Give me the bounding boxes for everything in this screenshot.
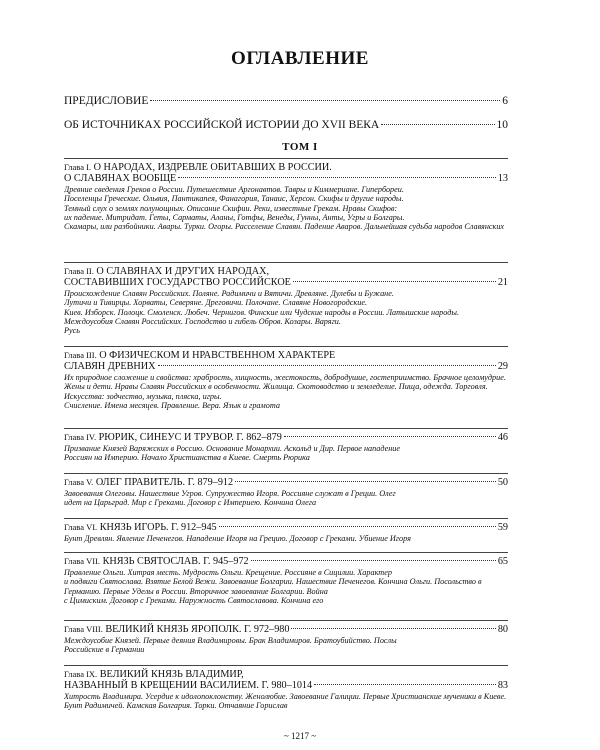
chapter-page: 13 [497,173,508,184]
chapter-title-line: СОСТАВИВШИХ ГОСУДАРСТВО РОССИЙСКОЕ [64,277,291,288]
chapter-label: Глава VI. [64,522,98,532]
leader-dots [381,124,494,125]
chapter-page: 21 [497,277,508,288]
chapter-label: Глава IV. [64,432,97,442]
summary-line: Хитрость Владимира. Усердие к идолопоклонству. Женолюбие. Завоевание Галиции. Первые Христианские мученики в Киеве. Бунт Радимичей. Камская Болгария. Торки. Отчаяние Горислав [64,692,507,711]
chapter-title-line: ВЕЛИКИЙ КНЯЗЬ ЯРОПОЛК. Г. 972–980 [105,624,290,635]
volume-heading: ТОМ I [282,141,318,153]
toc-front-sources [64,118,508,132]
summary-line: их падение. Митридат. Геты, Сарматы, Аланы, Готфы, Венеды, Гунны, Анты, Угры и Болгары. [64,212,405,222]
summary-line: Русь [64,326,80,336]
chapter-heading [64,162,508,184]
chapter-heading [64,624,508,635]
summary-line: Поселенцы Греческие. Ольвия, Пантикапея, Фанагория, Танаис, Херсон. Скифы и другие народы. [64,194,404,204]
leader-dots [251,560,496,561]
summary-line: Киев. Изборск. Полоцк. Смоленск. Любеч. Чернигов. Финские или Чудские народы в России. Латышские народы. Междоусобия Славян Российских. Господство и гибель Обров. Козары. Варяги. [64,307,459,326]
divider [64,346,508,347]
chapter-label: Глава V. [64,477,94,487]
summary-line: Происхождение Славян Российских. Поляне. Радимичи и Вятичи. Древляне. Дулебы и Бужане. [64,289,394,298]
summary-line: и подвиги Святослава. Взятие Белой Вежи. Завоевание Болгарии. Нашествие Печенегов. Кончина Ольги. Посольство в Германию. Первые Уделы в России. Вторичное завоевание Болгарии. Война [64,577,482,596]
chapter-title-line: ОЛЕГ ПРАВИТЕЛЬ. Г. 879–912 [95,477,234,488]
chapter-label: Глава IX. [64,669,98,679]
divider [64,473,508,474]
chapter-page: 83 [497,680,508,691]
chapter-page: 80 [497,624,508,635]
toc-front-preface [64,94,508,108]
chapter-page: 29 [497,361,508,372]
front-page: 6 [502,95,508,107]
chapter-title-line: ВЕЛИКИЙ КНЯЗЬ ВЛАДИМИР, [99,669,244,680]
summary-line: Российские в Германии [64,645,145,655]
divider [64,158,508,159]
leader-dots [219,526,496,527]
chapter-title-line: РЮРИК, СИНЕУС И ТРУВОР. Г. 862–879 [98,432,282,443]
summary-line: Завоевания Олеговы. Нашествие Угров. Супружество Игоря. Россияне служат в Греции. Олег [64,489,396,498]
leader-dots [291,628,495,629]
summary-line: Счисление. Имена месяцев. Правление. Вера. Язык и грамота [64,400,280,410]
leader-dots [158,365,496,366]
chapter-page: 46 [497,432,508,443]
summary-line: Правление Ольги. Хитрая месть. Мудрость Ольги. Крещение. Россияне в Сицилии. Характер [64,568,392,577]
page-number: ~ 1217 ~ [283,731,317,741]
summary-line: Древние сведения Греков о России. Путешествие Аргонавтов. Тавры и Киммериане. Гипербореи. [64,185,404,194]
chapter-heading [64,350,508,372]
divider [64,518,508,519]
chapter-title-line: О ФИЗИЧЕСКОМ И НРАВСТВЕННОМ ХАРАКТЕРЕ [99,350,336,361]
leader-dots [314,684,496,685]
chapter-label: Глава VII. [64,556,101,566]
chapter-heading [64,266,508,288]
divider [64,428,508,429]
toc-entry-chapter-5 [64,477,508,508]
chapter-summary [64,289,508,335]
chapter-label: Глава II. [64,266,94,276]
summary-line: Россиян на Империю. Начало Христианства в Киеве. Смерть Рюрика [64,453,310,463]
summary-line: с Цимиским. Договор с Греками. Наружность Святославова. Кончина его [64,595,324,605]
chapter-label: Глава I. [64,162,92,172]
toc-entry-chapter-7 [64,556,508,605]
leader-dots [235,481,496,482]
divider [64,262,508,263]
toc-entry-chapter-6 [64,522,508,543]
toc-entry-chapter-9 [64,669,508,711]
summary-line: Бунт Древлян. Явление Печенегов. Нападение Игоря на Грецию. Договор с Греками. Убиение Игоря [64,534,411,543]
summary-line: Их природное сложение и свойства: храбрость, хищность, жестокость, добродушие, гостеприимство. Брачное целомудрие. Жены и дети. Нравы Славян Российских в особенности. Жилища. Скотоводство и земледелие. Пища, одежда. Торговля. Искусства: зодчество, музыка, пляска, игры. [64,373,506,401]
chapter-title-line: О НАРОДАХ, ИЗДРЕВЛЕ ОБИТАВШИХ В РОССИИ. [93,162,332,173]
toc-title: ОГЛАВЛЕНИЕ [231,48,369,69]
toc-entry-chapter-8 [64,624,508,655]
summary-line: Скамары, или разбойники. Авары. Турки. Огоры. Расселение Славян. Падение Аваров. Дальнейшая судьба народов Славянских [64,222,505,232]
chapter-label: Глава III. [64,350,97,360]
toc-entry-chapter-2 [64,266,508,335]
divider [64,620,508,621]
chapter-page: 59 [497,522,508,533]
chapter-title-line: О СЛАВЯНАХ И ДРУГИХ НАРОДАХ, [96,266,270,277]
chapter-heading [64,556,508,567]
summary-line: идет на Царьград. Мир с Греками. Договор с Империею. Кончина Олега [64,498,317,508]
toc-entry-chapter-3 [64,350,508,410]
front-label: ПРЕДИСЛОВИЕ [64,95,149,107]
summary-line: Темный слух о землях полунощных. Описание Скифии. Реки, известные Грекам. Нравы Скифов: [64,203,398,213]
chapter-title-line: КНЯЗЬ ИГОРЬ. Г. 912–945 [99,522,217,533]
chapter-summary [64,568,508,605]
chapter-heading [64,669,508,691]
toc-entry-chapter-1 [64,162,508,231]
chapter-summary [64,373,508,410]
chapter-title-line: СЛАВЯН ДРЕВНИХ [64,361,156,372]
summary-line: Междоусобие Князей. Первые деяния Владимировы. Брак Владимиров. Братоубийство. Послы [64,636,397,645]
leader-dots [293,281,496,282]
chapter-heading [64,432,508,443]
divider [64,552,508,553]
toc-entry-chapter-4 [64,432,508,463]
front-label: ОБ ИСТОЧНИКАХ РОССИЙСКОЙ ИСТОРИИ ДО XVII ВЕКА [64,119,380,131]
leader-dots [178,177,496,178]
chapter-title-line: КНЯЗЬ СВЯТОСЛАВ. Г. 945–972 [102,556,249,567]
chapter-summary [64,185,508,231]
chapter-title-line: О СЛАВЯНАХ ВООБЩЕ [64,173,177,184]
chapter-summary [64,636,508,655]
chapter-summary [64,692,508,711]
chapter-page: 65 [497,556,508,567]
front-page: 10 [496,119,508,131]
chapter-title-line: НАЗВАННЫЙ В КРЕЩЕНИИ ВАСИЛИЕМ. Г. 980–1014 [64,680,313,691]
divider [64,665,508,666]
leader-dots [150,100,500,101]
summary-line: Призвание Князей Варяжских в Россию. Основание Монархии. Аскольд и Дир. Первое нападение [64,444,400,453]
summary-line: Лутичи и Тивирцы. Хорваты, Северяне. Дреговичи. Полочане. Славяне Новогородские. [64,298,368,308]
chapter-page: 50 [497,477,508,488]
chapter-summary [64,489,508,508]
chapter-summary [64,534,508,543]
chapter-heading [64,477,508,488]
leader-dots [284,436,496,437]
chapter-label: Глава VIII. [64,624,103,634]
chapter-summary [64,444,508,463]
chapter-heading [64,522,508,533]
